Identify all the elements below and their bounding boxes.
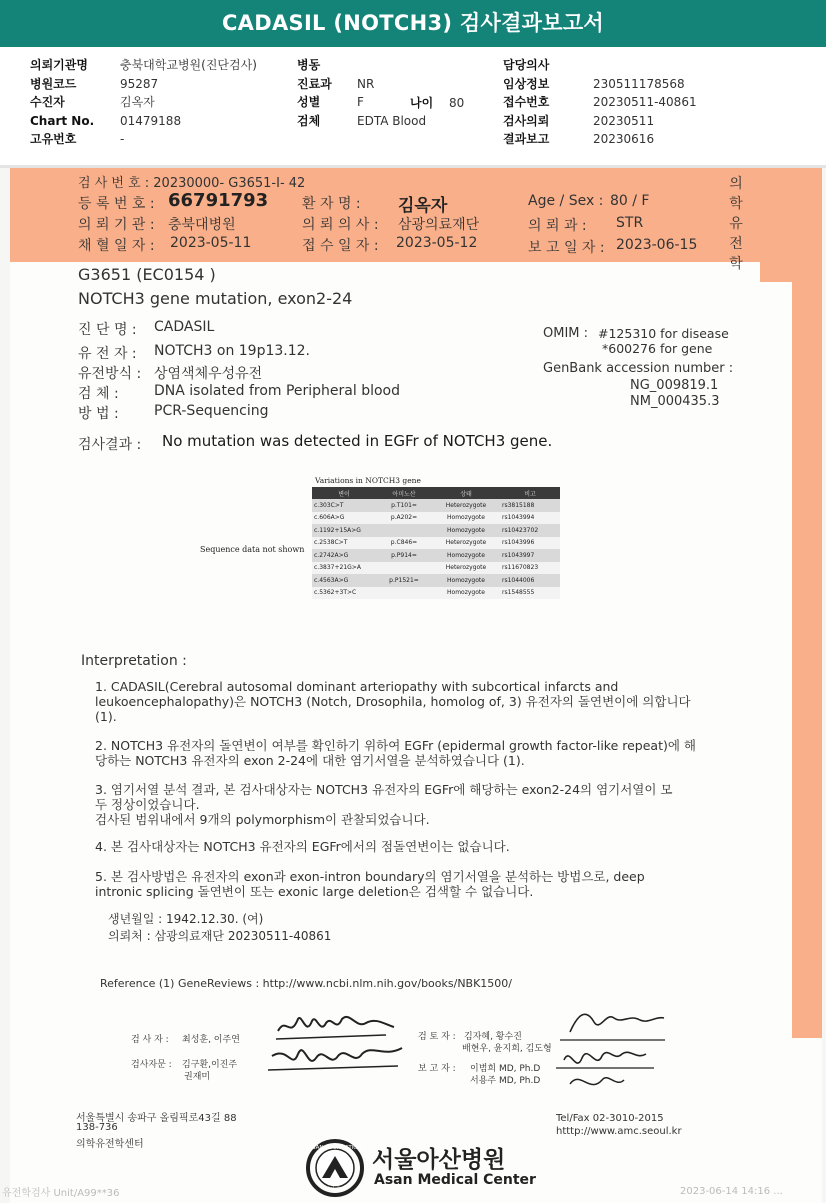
gene-label: 유 전 자 :	[78, 346, 137, 362]
header-field-value: NR	[357, 76, 375, 91]
table-row	[312, 499, 560, 512]
table-cell: Homozygote	[432, 549, 500, 562]
header-field	[503, 112, 697, 131]
interp-line: 검사된 범위내에서 9개의 polymorphism이 관찰되었습니다.	[95, 812, 430, 827]
header-field-value: EDTA Blood	[357, 113, 427, 128]
report-title-bar	[0, 0, 826, 47]
genbank-nm: NM_000435.3	[630, 394, 720, 409]
reporter-signature	[550, 1040, 660, 1100]
reporter-names-1: 이범희 MD, Ph.D	[470, 1064, 541, 1074]
interp-line: 2. NOTCH3 유전자의 돌연변이 여부를 확인하기 위하여 EGFr (epidermal growth factor-like repeat)에 해	[95, 738, 696, 753]
inst-label: 의 뢰 기 관 :	[78, 217, 155, 233]
reg-no-value: 66791793	[168, 190, 269, 211]
table-header-cell: 상태	[432, 487, 500, 499]
footer-left-stamp: 유전학검사 Unit/A99**36	[2, 1188, 120, 1199]
reg-no-label: 등 록 번 호 :	[78, 196, 155, 212]
table-cell: Heterozygote	[432, 562, 500, 575]
header-field-value: 20230511-40861	[593, 95, 697, 109]
telfax: Tel/Fax 02-3010-2015	[556, 1113, 664, 1124]
header-field	[503, 130, 697, 149]
reviewer-names-1: 김자혜, 황수진	[464, 1032, 522, 1042]
table-cell: rs1043994	[500, 512, 560, 525]
agesex-value: 80 / F	[610, 193, 650, 209]
omim-disease: #125310 for disease	[598, 326, 729, 341]
table-cell: c.2742A>G	[312, 549, 376, 562]
header-field-label: 수진자	[30, 95, 65, 109]
interp-item-2	[95, 738, 696, 768]
table-row	[312, 537, 560, 550]
orange-side-band-corner	[760, 262, 792, 282]
receive-value: 2023-05-12	[396, 235, 478, 251]
table-cell	[376, 587, 432, 600]
report-date-value: 2023-06-15	[616, 237, 698, 253]
age-field	[410, 94, 464, 111]
table-row	[312, 562, 560, 575]
agesex-label: Age / Sex :	[528, 193, 604, 209]
method-label: 방 법 :	[78, 406, 119, 422]
result-value: No mutation was detected in EGFr of NOTCH3 gene.	[162, 432, 553, 450]
table-cell: rs1043996	[500, 537, 560, 550]
side-vertical-text: 의 학 유 전 학	[729, 176, 743, 272]
header-field-label: Chart No.	[30, 113, 95, 128]
interp-line: 1. CADASIL(Cerebral autosomal dominant arteriopathy with subcortical infarcts and	[95, 679, 619, 694]
header-field-value: 230511178568	[593, 76, 685, 91]
test-code: G3651 (EC0154 )	[78, 265, 216, 284]
birth-date: 생년월일 : 1942.12.30. (여)	[108, 912, 264, 926]
header-field-label: 고유번호	[30, 132, 77, 146]
header-field-value: 95287	[120, 76, 159, 91]
inst-value: 충북대병원	[168, 217, 236, 233]
header-field	[30, 112, 257, 131]
table-cell: Homozygote	[432, 574, 500, 587]
hospital-name-en: Asan Medical Center	[374, 1172, 536, 1188]
table-row	[312, 512, 560, 525]
interp-line: intronic splicing 돌연변이 또는 exonic large deletion은 검색할 수 없습니다.	[95, 884, 534, 899]
reporter-names-2: 서용주 MD, Ph.D	[470, 1076, 541, 1086]
request-info-header	[0, 47, 826, 166]
result-label: 검사결과 :	[78, 437, 142, 453]
address-line-1: 서울특별시 송파구 올림픽로43길 88	[76, 1113, 237, 1124]
table-cell: Homozygote	[432, 587, 500, 600]
header-field	[30, 75, 257, 94]
table-cell: Heterozygote	[432, 537, 500, 550]
table-cell: rs1044006	[500, 574, 560, 587]
diagnosis-value: CADASIL	[154, 319, 215, 335]
table-cell: p.P1521=	[376, 574, 432, 587]
table-cell: rs1043997	[500, 549, 560, 562]
header-field-value: F	[357, 95, 364, 109]
table-cell: Heterozygote	[432, 499, 500, 512]
header-field	[30, 93, 257, 112]
report-date-label: 보 고 일 자 :	[528, 240, 605, 256]
interp-line: 4. 본 검사대상자는 NOTCH3 유전자의 EGFr에서의 점돌연변이는 없습니다.	[95, 839, 510, 854]
header-field-label: 진료과	[297, 76, 332, 91]
table-cell: p.C846=	[376, 537, 432, 550]
gene-value: NOTCH3 on 19p13.12.	[154, 343, 311, 359]
table-row	[312, 524, 560, 537]
header-field	[297, 56, 426, 75]
table-row	[312, 587, 560, 600]
genbank-label: GenBank accession number :	[543, 361, 734, 376]
address-line-2: 138-736	[76, 1122, 118, 1133]
patient-label: 환 자 명 :	[302, 196, 361, 212]
advisor-names-2: 권재미	[184, 1072, 211, 1082]
age-label: 나이	[410, 96, 434, 110]
emblem-ring-top-text: ASAN FOUNDATION	[308, 1145, 362, 1151]
table-cell: rs10423702	[500, 524, 560, 537]
examiner-names: 최성훈, 이주연	[182, 1035, 240, 1045]
header-field-value: 김옥자	[120, 95, 155, 109]
reviewer-signature	[560, 1004, 670, 1044]
collect-value: 2023-05-11	[170, 235, 252, 251]
specimen-value: DNA isolated from Peripheral blood	[154, 383, 401, 399]
advisor-signature	[268, 1040, 408, 1074]
orange-side-band	[792, 168, 822, 1038]
header-field-label: 성별	[297, 95, 321, 109]
reference: Reference (1) GeneReviews : http://www.ncbi.nlm.nih.gov/books/NBK1500/	[100, 977, 513, 990]
footer-right-stamp: 2023-06-14 14:16 ...	[680, 1186, 783, 1197]
header-field-value: 01479188	[120, 113, 182, 128]
header-col-2	[297, 56, 426, 130]
table-header-cell: 변이	[312, 487, 376, 499]
header-field	[297, 112, 426, 131]
header-field-label: 결과보고	[503, 132, 550, 146]
examiner-label: 검 사 자 :	[131, 1035, 169, 1045]
report-title: CADASIL (NOTCH3) 검사결과보고서	[221, 11, 605, 35]
table-cell: c.5362+3T>C	[312, 587, 376, 600]
test-name: NOTCH3 gene mutation, exon2-24	[78, 289, 353, 308]
interpretation-title: Interpretation :	[81, 653, 187, 669]
header-field-value: -	[120, 132, 125, 146]
hospital-logo	[300, 1138, 370, 1202]
header-field	[30, 56, 257, 75]
header-field-label: 담당의사	[503, 58, 550, 72]
table-row	[312, 574, 560, 587]
table-cell: c.606A>G	[312, 512, 376, 525]
table-header-cell: 비고	[500, 487, 560, 499]
interp-item-5	[95, 869, 645, 899]
interp-line: 두 정상이었습니다.	[95, 797, 200, 812]
omim-gene: *600276 for gene	[602, 341, 713, 356]
advisor-names-1: 김구환,이진주	[182, 1060, 238, 1070]
table-row	[312, 549, 560, 562]
dept-label: 의 뢰 과 :	[528, 218, 587, 234]
header-field	[503, 56, 697, 75]
table-cell: p.P914=	[376, 549, 432, 562]
table-cell: c.1192+15A>G	[312, 524, 376, 537]
method-value: PCR-Sequencing	[154, 403, 269, 419]
reviewer-label: 검 토 자 :	[418, 1032, 456, 1042]
table-cell	[376, 562, 432, 575]
reviewer-names-2: 배현우, 윤지희, 김도형	[462, 1044, 552, 1054]
doctor-value: 삼광의료재단	[398, 217, 480, 233]
header-field	[297, 93, 426, 112]
table-cell: Homozygote	[432, 512, 500, 525]
table-title: Variations in NOTCH3 gene	[315, 476, 421, 485]
variation-table	[312, 487, 560, 599]
table-cell: rs1548555	[500, 587, 560, 600]
report-sheet	[2, 168, 822, 1203]
dept-value: STR	[616, 215, 644, 231]
table-cell: p.T101=	[376, 499, 432, 512]
header-col-3	[503, 56, 697, 149]
header-field-label: 접수번호	[503, 95, 550, 109]
examiner-signature	[276, 1011, 396, 1041]
table-cell: c.2538C>T	[312, 537, 376, 550]
hospital-name-ko: 서울아산병원	[372, 1147, 506, 1173]
genbank-ng: NG_009819.1	[630, 378, 719, 393]
header-field	[503, 93, 697, 112]
inheritance-label: 유전방식 :	[78, 366, 142, 382]
table-header-cell: 아미노산	[376, 487, 432, 499]
interp-item-4	[95, 839, 510, 854]
table-cell: p.A202=	[376, 512, 432, 525]
interp-item-1	[95, 679, 691, 724]
header-field-label: 병동	[297, 58, 321, 72]
table-cell: rs3815188	[500, 499, 560, 512]
table-cell: c.4563A>G	[312, 574, 376, 587]
interp-item-3	[95, 782, 673, 827]
interp-line: leukoencephalopathy)은 NOTCH3 (Notch, Drosophila, homolog of, 3) 유전자의 돌연변이에 의합니다	[95, 694, 691, 709]
interp-line: (1).	[95, 709, 117, 724]
header-field-label: 임상정보	[503, 76, 550, 91]
header-field-value: 20230616	[593, 132, 655, 146]
sequence-note: Sequence data not shown	[200, 545, 305, 554]
table-cell: c.303C>T	[312, 499, 376, 512]
table-cell: Homozygote	[432, 524, 500, 537]
requester: 의뢰처 : 삼광의료재단 20230511-40861	[108, 929, 332, 943]
diagnosis-label: 진 단 명 :	[78, 322, 137, 338]
header-field	[503, 75, 697, 94]
table-cell: c.3837+21G>A	[312, 562, 376, 575]
inheritance-value: 상염색체우성유전	[154, 366, 263, 382]
emblem-ring-bottom-text: 아산재단	[325, 1187, 345, 1193]
header-field-value: 충북대학교병원(진단검사)	[120, 58, 257, 72]
website: htttp://www.amc.seoul.kr	[556, 1126, 682, 1137]
header-field-value: 20230511	[593, 113, 655, 128]
table-cell	[376, 524, 432, 537]
collect-label: 채 혈 일 자 :	[78, 238, 155, 254]
reporter-label: 보 고 자 :	[418, 1064, 456, 1074]
header-field-label: 병원코드	[30, 76, 77, 91]
header-field	[30, 130, 257, 149]
address-line-3: 의학유전학센터	[76, 1139, 144, 1150]
age-value: 80	[449, 96, 465, 110]
header-field	[297, 75, 426, 94]
header-field-label: 검체	[297, 113, 321, 128]
omim-label: OMIM :	[543, 326, 589, 341]
receive-label: 접 수 일 자 :	[302, 238, 379, 254]
interp-line: 3. 염기서열 분석 결과, 본 검사대상자는 NOTCH3 유전자의 EGFr에 해당하는 exon2-24의 염기서열이 모	[95, 782, 673, 797]
doctor-label: 의 뢰 의 사 :	[302, 217, 379, 233]
header-field-label: 검사의뢰	[503, 113, 550, 128]
asan-foundation-emblem	[300, 1138, 370, 1198]
header-field-label: 의뢰기관명	[30, 58, 88, 72]
exam-no: 검 사 번 호 : 20230000- G3651-I- 42	[78, 176, 306, 191]
table-cell: rs11670823	[500, 562, 560, 575]
header-col-1	[30, 56, 257, 149]
advisor-label: 검사자문 :	[131, 1060, 172, 1070]
interp-line: 당하는 NOTCH3 유전자의 exon 2-24에 대한 염기서열을 분석하였습니다 (1).	[95, 753, 525, 768]
patient-value: 김옥자	[398, 196, 448, 216]
specimen-label: 검 체 :	[78, 386, 119, 402]
interp-line: 5. 본 검사방법은 유전자의 exon과 exon-intron boundary의 염기서열을 분석하는 방법으로, deep	[95, 869, 645, 884]
